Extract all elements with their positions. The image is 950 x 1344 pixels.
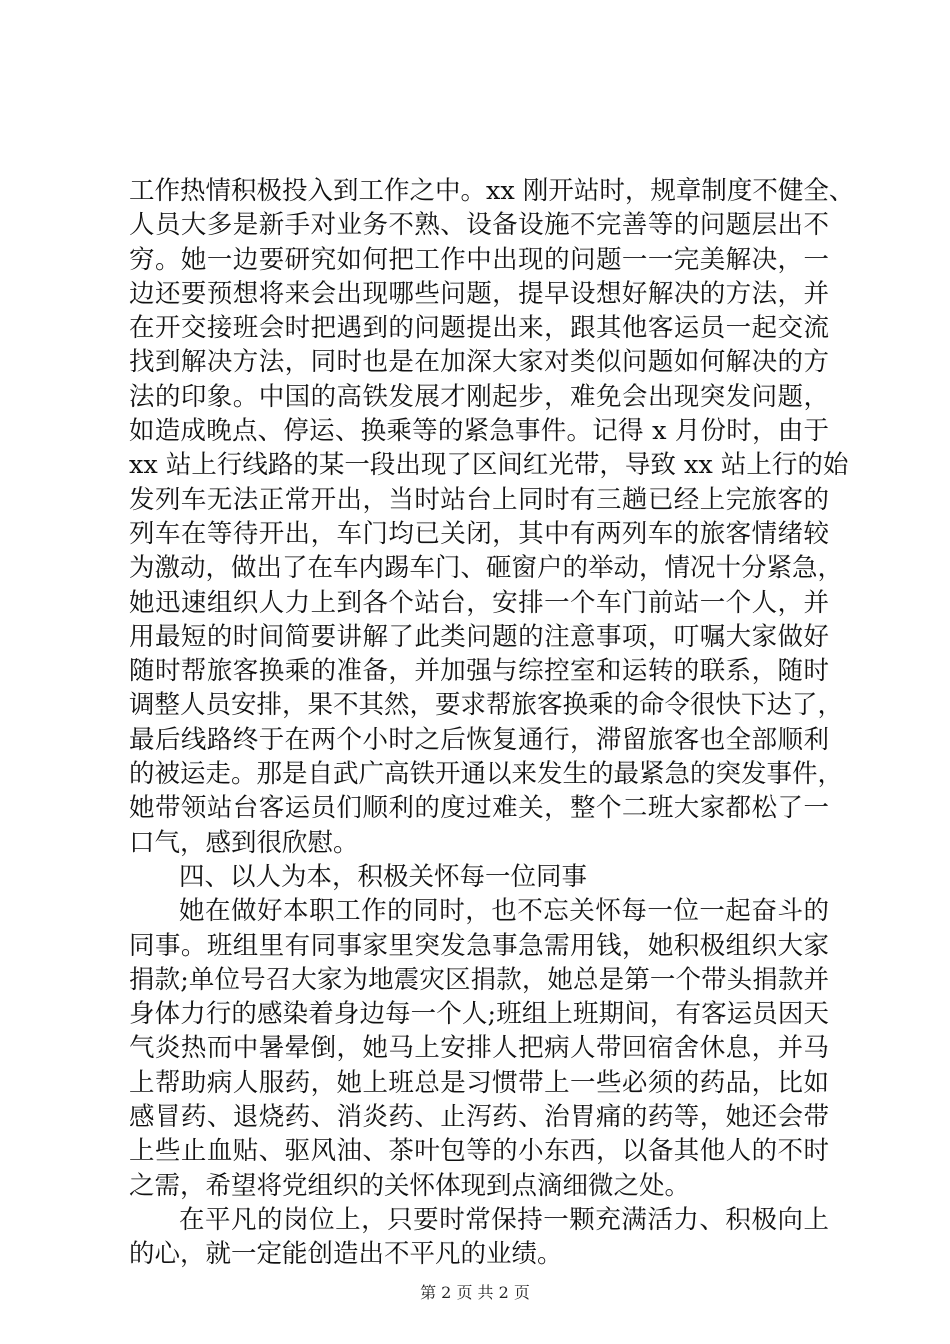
text-line: 为激动，做出了在车内踢车门、砸窗户的举动，情况十分紧急， <box>129 553 844 584</box>
text-line: 调整人员安排，果不其然，要求帮旅客换乘的命令很快下达了， <box>129 690 844 721</box>
text-line: 上帮助病人服药，她上班总是习惯带上一些必须的药品，比如 <box>129 1067 829 1098</box>
text-line: 用最短的时间简要讲解了此类问题的注意事项，叮嘱大家做好 <box>129 621 829 652</box>
text-line: 在开交接班会时把遇到的问题提出来，跟其他客运员一起交流 <box>129 313 829 344</box>
text-line: 法的印象。中国的高铁发展才刚起步，难免会出现突发问题， <box>129 381 829 412</box>
paragraph-end-line: 之需，希望将党组织的关怀体现到点滴细微之处。 <box>129 1170 691 1201</box>
text-line: 最后线路终于在两个小时之后恢复通行，滞留旅客也全部顺利 <box>129 724 829 755</box>
text-line: 她迅速组织人力上到各个站台，安排一个车门前站一个人，并 <box>129 587 829 618</box>
paragraph-end-line: 口气，感到很欣慰。 <box>129 827 359 858</box>
text-line: 同事。班组里有同事家里突发急事急需用钱，她积极组织大家 <box>129 930 829 961</box>
text-line: 找到解决方法，同时也是在加深大家对类似问题如何解决的方 <box>129 347 829 378</box>
text-line: 的被运走。那是自武广高铁开通以来发生的最紧急的突发事件， <box>129 759 844 790</box>
paragraph-start-line: 她在做好本职工作的同时，也不忘关怀每一位一起奋斗的 <box>179 896 829 927</box>
document-body <box>129 174 855 1272</box>
text-line: 边还要预想将来会出现哪些问题，提早设想好解决的方法，并 <box>129 278 829 309</box>
text-line: 捐款;单位号召大家为地震灾区捐款，她总是第一个带头捐款并 <box>129 964 829 995</box>
text-line: 如造成晚点、停运、换乘等的紧急事件。记得 x 月份时，由于 <box>129 416 829 447</box>
text-line: 身体力行的感染着身边每一个人;班组上班期间，有客运员因天 <box>129 999 829 1030</box>
text-line: 气炎热而中暑晕倒，她马上安排人把病人带回宿舍休息，并马 <box>129 1033 829 1064</box>
text-line: xx 站上行线路的某一段出现了区间红光带，导致 xx 站上行的始 <box>129 450 849 481</box>
page-number-label: 第 2 页 共 2 页 <box>420 1283 530 1302</box>
paragraph-start-line: 在平凡的岗位上，只要时常保持一颗充满活力、积极向上 <box>179 1204 829 1235</box>
section-heading: 四、以人为本，积极关怀每一位同事 <box>179 861 588 892</box>
text-line: 工作热情积极投入到工作之中。xx 刚开站时，规章制度不健全、 <box>129 176 855 206</box>
paragraph-end-line: 的心，就一定能创造出不平凡的业绩。 <box>129 1239 563 1270</box>
text-line: 她带领站台客运员们顺利的度过难关，整个二班大家都松了一 <box>129 793 829 824</box>
text-line: 穷。她一边要研究如何把工作中出现的问题一一完美解决，一 <box>129 244 829 275</box>
text-line: 发列车无法正常开出，当时站台上同时有三趟已经上完旅客的 <box>129 484 829 515</box>
text-line: 人员大多是新手对业务不熟、设备设施不完善等的问题层出不 <box>129 210 829 241</box>
page-footer <box>0 1283 950 1303</box>
text-line: 上些止血贴、驱风油、茶叶包等的小东西，以备其他人的不时 <box>129 1136 829 1167</box>
text-line: 随时帮旅客换乘的准备，并加强与综控室和运转的联系，随时 <box>129 656 829 687</box>
text-line: 列车在等待开出，车门均已关闭，其中有两列车的旅客情绪较 <box>129 518 829 549</box>
text-line: 感冒药、退烧药、消炎药、止泻药、治胃痛的药等，她还会带 <box>129 1102 829 1133</box>
